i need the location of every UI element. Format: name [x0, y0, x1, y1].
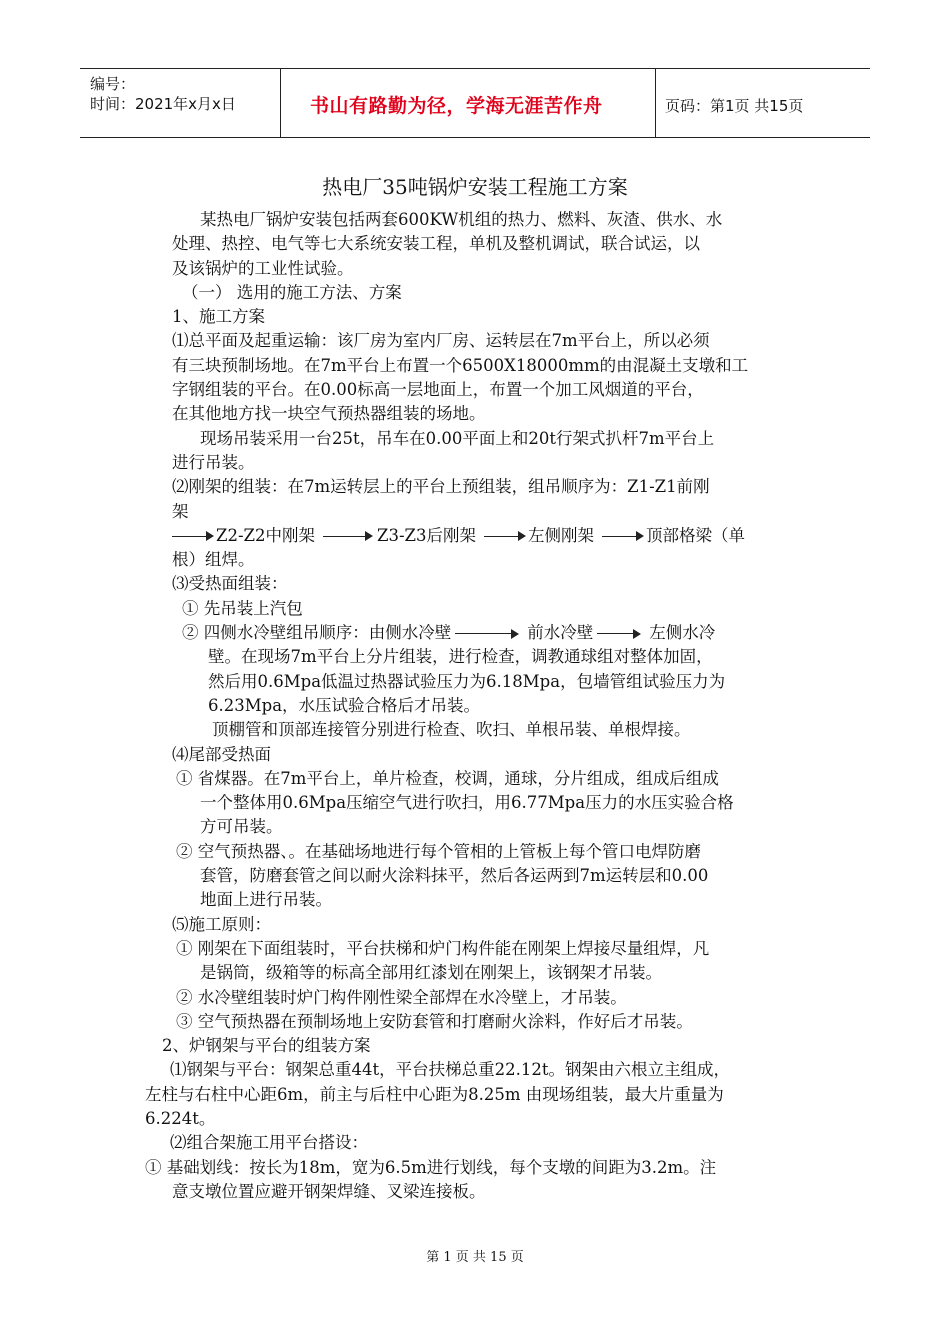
text-line: ③ 空气预热器在预制场地上安防套管和打磨耐火涂料，作好后才吊装。 — [176, 1011, 693, 1031]
text-line: ⑵组合架施工用平台搭设： — [170, 1133, 368, 1153]
text-line: 某热电厂锅炉安装包括两套600KW机组的热力、燃料、灰渣、供水、水 — [200, 210, 723, 229]
text-line: ① 省煤器。在7m平台上，单片检查，校调，通球，分片组成，组成后组成 — [176, 768, 719, 788]
arrow-right-icon — [323, 531, 373, 541]
document-title: 热电厂35吨锅炉安装工程施工方案 — [322, 175, 628, 199]
text-line: 顶棚管和顶部连接管分别进行检查、吹扫、单根吊装、单根焊接。 — [212, 720, 691, 740]
time-line: 时间：2021年x月x日 — [90, 95, 236, 113]
text-line: 及该锅炉的工业性试验。 — [172, 258, 354, 278]
text-line: ⑶受热面组装： — [172, 574, 288, 594]
sequence-step: 左侧刚架 — [528, 525, 594, 545]
text-line: ⑸施工原则： — [172, 914, 271, 934]
sequence-step: Z3-Z3后刚架 — [377, 525, 476, 545]
frame-sequence-line — [172, 524, 812, 548]
page-header — [80, 68, 870, 138]
document-body — [145, 208, 812, 1204]
sequence-step: Z2-Z2中刚架 — [216, 525, 315, 545]
text-line: ② 水冷壁组装时炉门构件刚性梁全部焊在水冷壁上，才吊装。 — [176, 987, 627, 1007]
text-line: 一个整体用0.6Mpa压缩空气进行吹扫，用6.77Mpa压力的水压实验合格 — [200, 793, 734, 813]
text-line: 现场吊装采用一台25t，吊车在0.00平面上和20t行架式扒杆7m平台上 — [200, 428, 715, 448]
text-line: ⑵刚架的组装：在7m运转层上的平台上预组装，组吊顺序为：Z1-Z1前刚 — [172, 477, 710, 497]
text-line: ⑴总平面及起重运输：该厂房为室内厂房、运转层在7m平台上，所以必须 — [172, 331, 710, 351]
sequence-step: 左侧水冷 — [649, 623, 716, 643]
text-line: 6.224t。 — [145, 1108, 216, 1128]
subsection-heading: 2、炉钢架与平台的组装方案 — [162, 1036, 371, 1056]
text-line: ① 先吊装上汽包 — [182, 598, 303, 618]
arrow-right-icon — [484, 531, 526, 541]
header-motto: 书山有路勤为径，学海无涯苦作舟 — [310, 95, 603, 117]
sequence-step: 顶部格梁（单 — [646, 525, 745, 545]
section-heading: （一） 选用的施工方法、方案 — [182, 282, 402, 302]
text-line: ① 刚架在下面组装时，平台扶梯和炉门构件能在刚架上焊接尽量组焊，凡 — [176, 938, 710, 958]
text-line: 是锅筒，级箱等的标高全部用红漆划在刚架上，该钢架才吊装。 — [200, 963, 662, 983]
arrow-right-icon — [602, 531, 644, 541]
header-page-info: 页码：第1页 共15页 — [665, 97, 804, 115]
text-line: 意支墩位置应避开钢架焊缝、叉梁连接板。 — [172, 1181, 486, 1201]
text-line: ② 空气预热器、。在基础场地进行每个管相的上管板上每个管口电焊防磨 — [176, 841, 701, 861]
text-line: 架 — [172, 501, 189, 521]
text-line: 字钢组装的平台。在0.00标高一层地面上，布置一个加工风烟道的平台， — [172, 380, 704, 400]
text-line: 在其他地方找一块空气预热器组装的场地。 — [172, 404, 486, 424]
header-divider — [655, 69, 656, 137]
text-line: ⑷尾部受热面 — [172, 744, 271, 764]
text-line: 有三块预制场地。在7m平台上布置一个6500X18000mm的由混凝土支墩和工 — [172, 355, 749, 375]
text-line: 进行吊装。 — [172, 452, 255, 472]
text-line: 处理、热控、电气等七大系统安装工程，单机及整机调试，联合试运，以 — [172, 234, 700, 254]
arrow-right-icon — [597, 629, 641, 639]
sequence-step: 前水冷壁 — [527, 623, 594, 643]
text-line: 然后用0.6Mpa低温过热器试验压力为6.18Mpa，包墙管组试验压力为 — [208, 671, 726, 691]
text-line: 方可吊装。 — [200, 817, 283, 837]
serial-label: 编号： — [90, 75, 136, 93]
page-footer: 第 1 页 共 15 页 — [426, 1250, 524, 1265]
text-line: 6.23Mpa，水压试验合格后才吊装。 — [208, 695, 481, 715]
text-line: ① 基础划线：按长为18m，宽为6.5m进行划线，每个支墩的间距为3.2m。注 — [145, 1157, 717, 1177]
header-divider — [280, 69, 281, 137]
text-line: 地面上进行吊装。 — [200, 890, 332, 910]
subsection-heading: 1、施工方案 — [172, 307, 265, 327]
arrow-right-icon — [172, 531, 214, 541]
text-line: ⑴钢架与平台：钢架总重44t，平台扶梯总重22.12t。钢架由六根立主组成， — [170, 1060, 730, 1080]
text-line: 套管，防磨套管之间以耐火涂料抹平，然后各运两到7m运转层和0.00 — [200, 866, 709, 886]
waterwall-sequence-line — [182, 621, 812, 645]
text-line: 左柱与右柱中心距6m，前主与后柱中心距为8.25m 由现场组装，最大片重量为 — [145, 1084, 724, 1104]
text-line: 根）组焊。 — [172, 550, 255, 570]
arrow-right-icon — [455, 629, 519, 639]
sequence-step: ② 四侧水冷壁组吊顺序：由侧水冷壁 — [182, 623, 452, 643]
text-line: 壁。在现场7m平台上分片组装，进行检查，调教通球组对整体加固， — [208, 647, 713, 667]
